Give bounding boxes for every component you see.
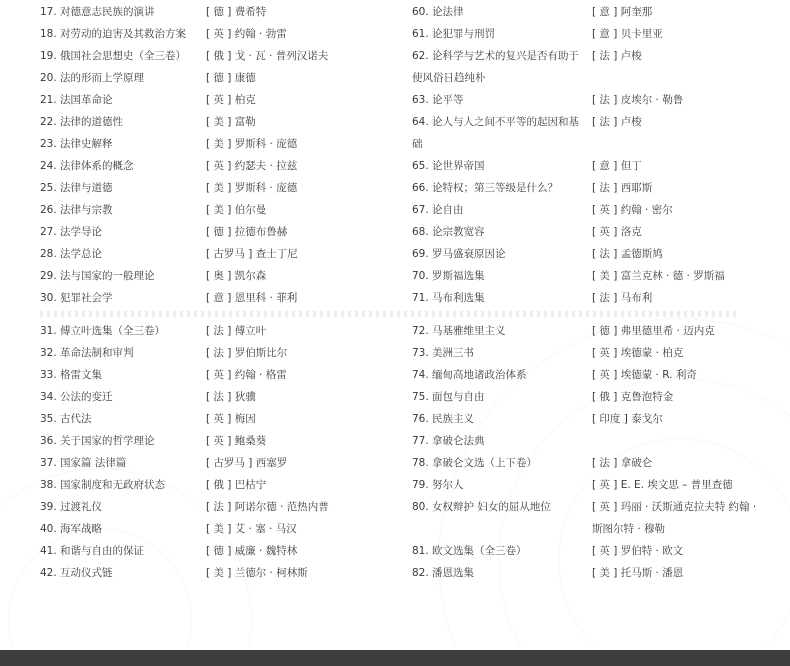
book-title: 71. 马布利选集 [412, 292, 485, 304]
list-item [412, 452, 782, 474]
list-item [40, 562, 400, 584]
list-item [40, 452, 400, 474]
book-title: 70. 罗斯福选集 [412, 270, 485, 282]
book-title: 69. 罗马盛衰原因论 [412, 248, 506, 260]
book-author: [ 俄 ] 巴枯宁 [206, 479, 267, 491]
list-item [412, 265, 782, 287]
list-item [40, 45, 400, 67]
list-item [412, 199, 782, 221]
book-title: 41. 和谐与自由的保证 [40, 545, 145, 557]
book-author: [ 美 ] 富兰克林 · 德 · 罗斯福 [592, 270, 725, 282]
book-author: [ 意 ] 但丁 [592, 160, 642, 172]
book-author: [ 法 ] 傅立叶 [206, 325, 267, 337]
book-title: 20. 法的形而上学原理 [40, 72, 145, 84]
book-author: [ 英 ] 梅因 [206, 413, 256, 425]
list-item [40, 155, 400, 177]
book-author: [ 德 ] 康德 [206, 72, 256, 84]
book-author: [ 德 ] 威廉 · 魏特林 [206, 545, 298, 557]
book-title: 30. 犯罪社会学 [40, 292, 113, 304]
book-title: 34. 公法的变迁 [40, 391, 113, 403]
book-title: 72. 马基雅维里主义 [412, 325, 506, 337]
book-author: [ 法 ] 孟德斯鸠 [592, 248, 663, 260]
book-author: [ 英 ] 鲍桑葵 [206, 435, 267, 447]
list-item [40, 221, 400, 243]
book-author: [ 法 ] 拿破仑 [592, 457, 653, 469]
list-item [40, 67, 400, 89]
right-column-bottom [412, 320, 782, 584]
list-item [412, 496, 782, 540]
book-title: 75. 面包与自由 [412, 391, 485, 403]
book-author: [ 美 ] 兰德尔 · 柯林斯 [206, 567, 308, 579]
book-title: 23. 法律史解释 [40, 138, 113, 150]
book-author: [ 法 ] 阿诺尔德 · 范热内普 [206, 501, 329, 513]
book-title: 19. 俄国社会思想史（全三卷） [40, 50, 187, 62]
book-title: 62. 论科学与艺术的复兴是否有助于使风俗日趋纯朴 [412, 50, 580, 84]
book-title: 73. 美洲三书 [412, 347, 475, 359]
book-author: [ 英 ] 罗伯特 · 欧文 [592, 545, 684, 557]
book-author: [ 英 ] 洛克 [592, 226, 642, 238]
book-title: 18. 对劳动的迫害及其救治方案 [40, 28, 187, 40]
list-item [40, 474, 400, 496]
list-item [40, 111, 400, 133]
book-author: [ 英 ] 埃德蒙 · R. 利奇 [592, 369, 697, 381]
book-author: [ 美 ] 托马斯 · 潘恩 [592, 567, 684, 579]
list-item [412, 540, 782, 562]
list-item [412, 408, 782, 430]
list-item [40, 199, 400, 221]
list-item [412, 386, 782, 408]
list-item [40, 1, 400, 23]
list-item [40, 518, 400, 540]
book-author: [ 英 ] 约翰 · 密尔 [592, 204, 673, 216]
book-author: [ 印度 ] 泰戈尔 [592, 413, 663, 425]
book-author: [ 英 ] 约瑟夫 · 拉兹 [206, 160, 298, 172]
list-item [40, 342, 400, 364]
right-column-top [412, 1, 782, 309]
list-item [40, 177, 400, 199]
book-title: 67. 论自由 [412, 204, 464, 216]
book-author: [ 古罗马 ] 查士丁尼 [206, 248, 298, 260]
list-item [412, 23, 782, 45]
list-item [40, 243, 400, 265]
book-title: 66. 论特权；第三等级是什么？ [412, 182, 559, 194]
book-author: [ 法 ] 马布利 [592, 292, 653, 304]
book-author: [ 俄 ] 克鲁泡特金 [592, 391, 674, 403]
book-author: [ 德 ] 费希特 [206, 6, 267, 18]
book-author: [ 美 ] 伯尔曼 [206, 204, 267, 216]
list-item [412, 221, 782, 243]
book-title: 80. 女权辩护 妇女的屈从地位 [412, 501, 551, 513]
book-title: 81. 欧文选集（全三卷） [412, 545, 527, 557]
list-item [412, 45, 782, 89]
book-author: [ 法 ] 西耶斯 [592, 182, 653, 194]
book-title: 39. 过渡礼仪 [40, 501, 103, 513]
book-author: [ 法 ] 卢梭 [592, 116, 642, 128]
book-author: [ 意 ] 贝卡里亚 [592, 28, 663, 40]
list-item [40, 364, 400, 386]
book-author: [ 英 ] E. E. 埃文思 – 普里查德 [592, 479, 733, 491]
book-title: 32. 革命法制和审判 [40, 347, 134, 359]
book-title: 27. 法学导论 [40, 226, 103, 238]
book-author: [ 德 ] 弗里德里希 · 迈内克 [592, 325, 715, 337]
book-author: [ 英 ] 柏克 [206, 94, 256, 106]
book-author: [ 德 ] 拉德布鲁赫 [206, 226, 288, 238]
book-author: [ 美 ] 艾 · 塞 · 马汉 [206, 523, 297, 535]
list-item [412, 177, 782, 199]
book-author: [ 美 ] 富勒 [206, 116, 256, 128]
book-title: 82. 潘恩选集 [412, 567, 475, 579]
list-item [40, 23, 400, 45]
list-item [412, 89, 782, 111]
book-title: 76. 民族主义 [412, 413, 475, 425]
list-item [40, 133, 400, 155]
book-author: [ 英 ] 玛丽 · 沃斯通克拉夫特 约翰 · 斯图尔特 · 穆勒 [592, 501, 757, 535]
book-author: [ 美 ] 罗斯科 · 庞德 [206, 138, 298, 150]
book-author: [ 法 ] 皮埃尔 · 勒鲁 [592, 94, 684, 106]
book-title: 77. 拿破仑法典 [412, 435, 485, 447]
list-item [40, 430, 400, 452]
book-title: 17. 对德意志民族的演讲 [40, 6, 155, 18]
book-title: 37. 国家篇 法律篇 [40, 457, 127, 469]
list-item [412, 562, 782, 584]
list-item [412, 243, 782, 265]
book-author: [ 奥 ] 凯尔森 [206, 270, 267, 282]
book-title: 21. 法国革命论 [40, 94, 113, 106]
book-title: 29. 法与国家的一般理论 [40, 270, 155, 282]
book-title: 61. 论犯罪与刑罚 [412, 28, 496, 40]
list-item [40, 265, 400, 287]
bottom-toolbar [0, 650, 790, 666]
book-title: 74. 缅甸高地诸政治体系 [412, 369, 527, 381]
list-item [40, 287, 400, 309]
list-item [40, 320, 400, 342]
list-item [40, 89, 400, 111]
list-item [412, 320, 782, 342]
book-title: 63. 论平等 [412, 94, 464, 106]
list-item [412, 1, 782, 23]
list-item [412, 364, 782, 386]
book-title: 33. 格雷文集 [40, 369, 103, 381]
book-author: [ 古罗马 ] 西塞罗 [206, 457, 288, 469]
book-title: 24. 法律体系的概念 [40, 160, 134, 172]
book-title: 38. 国家制度和无政府状态 [40, 479, 166, 491]
book-author: [ 意 ] 恩里科 · 菲利 [206, 292, 298, 304]
book-title: 25. 法律与道德 [40, 182, 113, 194]
book-title: 40. 海军战略 [40, 523, 103, 535]
book-title: 31. 傅立叶选集（全三卷） [40, 325, 166, 337]
book-title: 68. 论宗教宽容 [412, 226, 485, 238]
book-author: [ 意 ] 阿奎那 [592, 6, 653, 18]
list-item [40, 540, 400, 562]
left-column-top [40, 1, 400, 309]
list-item [40, 386, 400, 408]
book-author: [ 俄 ] 戈 · 瓦 · 普列汉诺夫 [206, 50, 329, 62]
book-author: [ 法 ] 罗伯斯比尔 [206, 347, 288, 359]
page-divider [40, 311, 740, 317]
book-title: 35. 古代法 [40, 413, 92, 425]
book-title: 78. 拿破仑文选（上下卷） [412, 457, 538, 469]
book-title: 26. 法律与宗教 [40, 204, 113, 216]
list-item [412, 474, 782, 496]
book-title: 60. 论法律 [412, 6, 464, 18]
left-column-bottom [40, 320, 400, 584]
book-author: [ 英 ] 埃德蒙 · 柏克 [592, 347, 684, 359]
book-title: 36. 关于国家的哲学理论 [40, 435, 155, 447]
book-title: 42. 互动仪式链 [40, 567, 113, 579]
list-item [412, 111, 782, 155]
book-author: [ 英 ] 约翰 · 格雷 [206, 369, 287, 381]
list-item [412, 287, 782, 309]
book-title: 79. 努尔人 [412, 479, 464, 491]
book-author: [ 法 ] 狄骥 [206, 391, 256, 403]
book-title: 65. 论世界帝国 [412, 160, 485, 172]
book-author: [ 英 ] 约翰 · 勃雷 [206, 28, 287, 40]
book-title: 28. 法学总论 [40, 248, 103, 260]
book-title: 22. 法律的道德性 [40, 116, 124, 128]
book-title: 64. 论人与人之间不平等的起因和基础 [412, 116, 580, 150]
book-author: [ 法 ] 卢梭 [592, 50, 642, 62]
list-item [40, 408, 400, 430]
list-item [412, 155, 782, 177]
list-item [412, 430, 782, 452]
list-item [40, 496, 400, 518]
book-author: [ 美 ] 罗斯科 · 庞德 [206, 182, 298, 194]
list-item [412, 342, 782, 364]
